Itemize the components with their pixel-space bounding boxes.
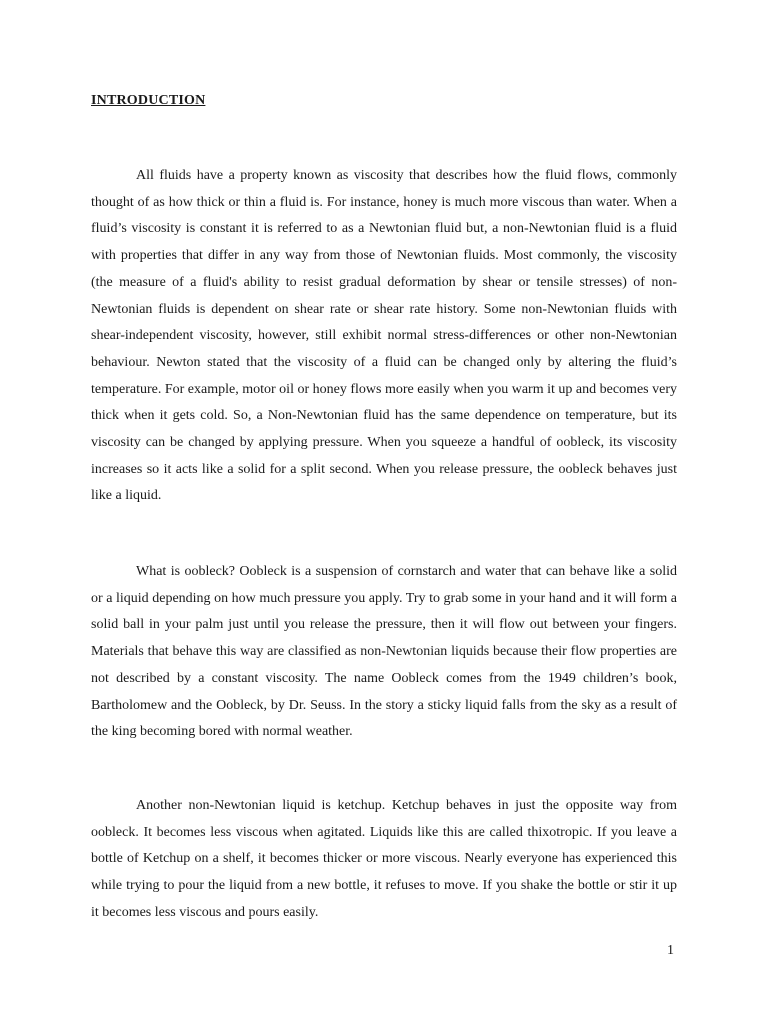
paragraph-oobleck: What is oobleck? Oobleck is a suspension of cornstarch and water that can behave like a solid or a liquid depending on how much pressure you apply. Try to grab some in your hand and it will form a solid ball in your palm just until you release the pressure, then it will flow out between your fingers. Materials that behave this way are classified as non-Newtonian liquids because their flow properties are not described by a constant viscosity. The name Oobleck comes from the 1949 children’s book, Bartholomew and the Oobleck, by Dr. Seuss. In the story a sticky liquid falls from the sky as a result of the king becoming bored with normal weather. [91, 564, 677, 740]
paragraph-viscosity-intro: All fluids have a property known as viscosity that describes how the fluid flows, commonly thought of as how thick or thin a fluid is. For instance, honey is much more viscous than water. When a fluid’s viscosity is constant it is referred to as a Newtonian fluid but, a non-Newtonian fluid is a fluid with properties that differ in any way from those of Newtonian fluids. Most commonly, the viscosity (the measure of a fluid's ability to resist gradual deformation by shear or tensile stresses) of non-Newtonian fluids is dependent on shear rate or shear rate history. Some non-Newtonian fluids with shear-independent viscosity, however, still exhibit normal stress-differences or other non-Newtonian behaviour. Newton stated that the viscosity of a fluid can be changed only by altering the fluid’s temperature. For example, motor oil or honey flows more easily when you warm it up and becomes very thick when it gets cold. So, a Non-Newtonian fluid has the same dependence on temperature, but its viscosity can be changed by applying pressure. When you squeeze a handful of oobleck, its viscosity increases so it acts like a solid for a split second. When you release pressure, the oobleck behaves just like a liquid. [91, 168, 677, 504]
paragraph-ketchup: Another non-Newtonian liquid is ketchup. Ketchup behaves in just the opposite way from oobleck. It becomes less viscous when agitated. Liquids like this are called thixotropic. If you leave a bottle of Ketchup on a shelf, it becomes thicker or more viscous. Nearly everyone has experienced this while trying to pour the liquid from a new bottle, it refuses to move. If you shake the bottle or stir it up it becomes less viscous and pours easily. [91, 798, 677, 920]
section-heading: INTRODUCTION [91, 93, 206, 108]
page-number: 1 [667, 943, 674, 958]
